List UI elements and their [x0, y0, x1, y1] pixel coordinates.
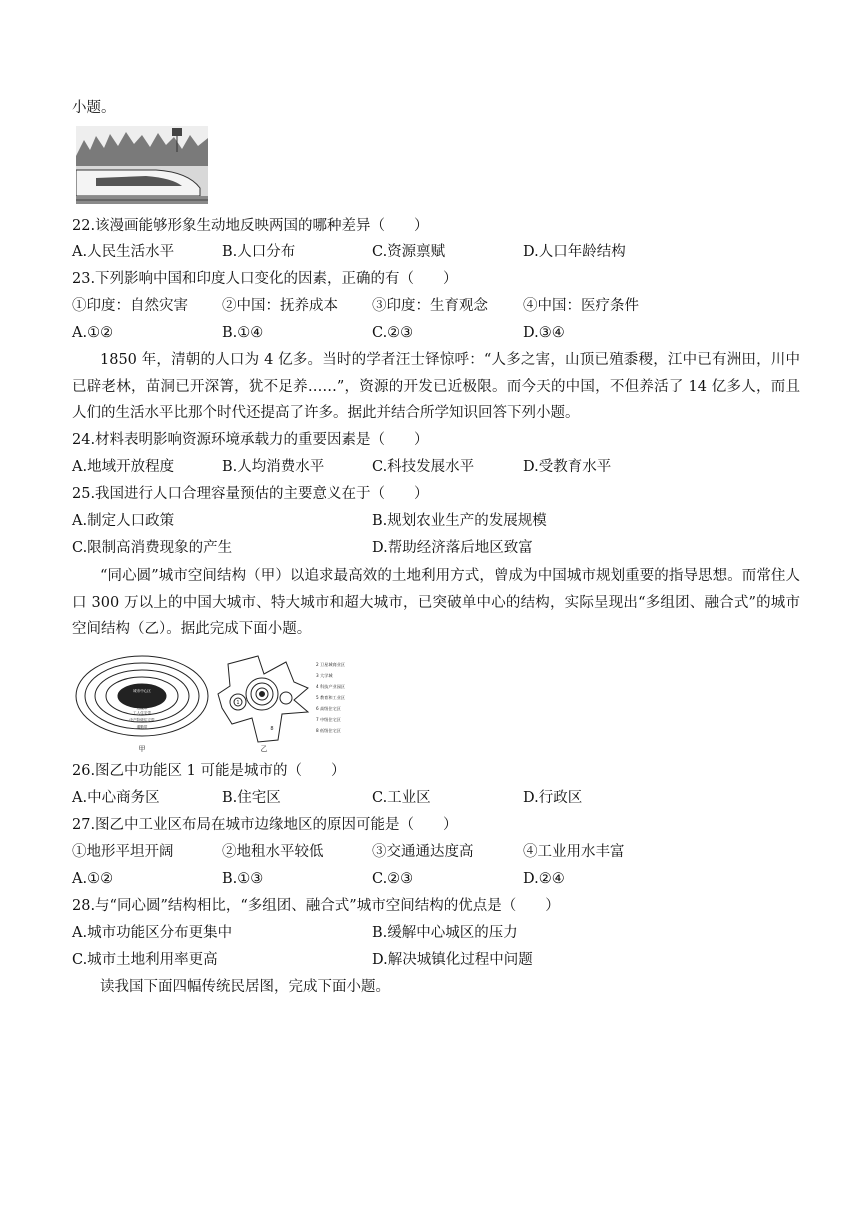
yi-legend	[316, 661, 345, 734]
multi-cluster-diagram	[218, 656, 308, 742]
q25-option-a[interactable]: A.制定人口政策	[72, 513, 175, 529]
jia-ring-label-2: 过渡带	[136, 706, 148, 710]
q25-stem: 25.我国进行人口合理容量预估的主要意义在于（ ）	[72, 486, 429, 502]
q22-option-c[interactable]: C.资源禀赋	[372, 244, 446, 260]
cartoon-image	[76, 126, 208, 204]
q23-option-d[interactable]: D.③④	[523, 325, 565, 341]
q25-option-c[interactable]: C.限制高消费现象的产生	[72, 540, 233, 556]
yi-legend-item: 6 高级住宅区	[316, 706, 341, 711]
q23-item-1: ①印度：自然灾害	[72, 298, 188, 314]
q27-option-a[interactable]: A.①②	[72, 871, 114, 887]
q22-option-a[interactable]: A.人民生活水平	[72, 244, 175, 260]
q27-option-b[interactable]: B.①③	[222, 871, 264, 887]
q24-option-a[interactable]: A.地域开放程度	[72, 459, 175, 475]
q22-option-b[interactable]: B.人口分布	[222, 244, 296, 260]
q23-option-a[interactable]: A.①②	[72, 325, 114, 341]
jia-caption: 甲	[138, 745, 146, 753]
q24-option-b[interactable]: B.人均消费水平	[222, 459, 325, 475]
q28-option-b[interactable]: B.缓解中心城区的压力	[372, 925, 518, 941]
passage-population: 1850 年，清朝的人口为 4 亿多。当时的学者汪士铎惊呼：“人多之害，山顶已殖黍稷，江中已有洲田，川中已辟老林，苗洞已开深箐，犹不足养……”，资源的开发已近极限。而今天的中国，不但养活了 14 亿多人，而且人们的生活水平比那个时代还提高了许多。据此并结合所学知识回答下列小题。	[72, 352, 800, 421]
yi-legend-item: 4 科技产业园区	[316, 684, 346, 689]
closing-instruction: 读我国下面四幅传统民居图，完成下面小题。	[100, 979, 390, 995]
q27-item-3: ③交通通达度高	[372, 844, 474, 860]
svg-text:1: 1	[236, 700, 240, 706]
q28-option-d[interactable]: D.解决城镇化过程中问题	[372, 952, 533, 968]
q23-stem: 23.下列影响中国和印度人口变化的因素，正确的有（ ）	[72, 271, 458, 287]
q28-option-c[interactable]: C.城市土地利用率更高	[72, 952, 218, 968]
q27-item-2: ②地租水平较低	[222, 844, 324, 860]
yi-legend-item: 3 大学城	[316, 673, 333, 678]
city-structure-figure	[72, 652, 372, 756]
yi-legend-item: 8 低级住宅区	[316, 728, 341, 733]
passage-city-structure: “同心圆”城市空间结构（甲）以追求最高效的土地利用方式，曾成为中国城市规划重要的指导思想。而常住人口 300 万以上的中国大城市、特大城市和超大城市，已突破单中心的结构，实际呈现出“多组团、融合式”的城市空间结构（乙）。据此完成下面小题。	[72, 568, 800, 637]
q24-stem: 24.材料表明影响资源环境承载力的重要因素是（ ）	[72, 432, 429, 448]
q23-item-2: ②中国：抚养成本	[222, 298, 338, 314]
q26-option-d[interactable]: D.行政区	[523, 790, 583, 806]
q24-option-c[interactable]: C.科技发展水平	[372, 459, 475, 475]
yi-caption: 乙	[260, 745, 268, 753]
q23-item-3: ③印度：生育观念	[372, 298, 488, 314]
q27-item-4: ④工业用水丰富	[523, 844, 625, 860]
q25-option-d[interactable]: D.帮助经济落后地区致富	[372, 540, 533, 556]
q27-item-1: ①地形平坦开阔	[72, 844, 174, 860]
svg-text:8: 8	[270, 726, 274, 732]
q23-option-b[interactable]: B.①④	[222, 325, 264, 341]
q26-option-c[interactable]: C.工业区	[372, 790, 431, 806]
q28-stem: 28.与“同心圆”结构相比，“多组团、融合式”城市空间结构的优点是（ ）	[72, 898, 560, 914]
jia-ring-label-5: 通勤带	[136, 725, 148, 729]
q26-option-a[interactable]: A.中心商务区	[72, 790, 160, 806]
yi-legend-item: 5 教育和工业区	[316, 695, 346, 700]
q26-stem: 26.图乙中功能区 1 可能是城市的（ ）	[72, 763, 346, 779]
q27-option-d[interactable]: D.②④	[523, 871, 565, 887]
yi-legend-item: 2 卫星城商业区	[316, 662, 346, 667]
q22-option-d[interactable]: D.人口年龄结构	[523, 244, 626, 260]
q23-item-4: ④中国：医疗条件	[523, 298, 639, 314]
q24-option-d[interactable]: D.受教育水平	[523, 459, 612, 475]
q26-option-b[interactable]: B.住宅区	[222, 790, 281, 806]
q27-option-c[interactable]: C.②③	[372, 871, 414, 887]
jia-ring-label-4: 中产阶级住宅带	[129, 718, 155, 722]
jia-ring-label-3: 工人住宅带	[133, 711, 151, 715]
q27-stem: 27.图乙中工业区布局在城市边缘地区的原因可能是（ ）	[72, 817, 458, 833]
q25-option-b[interactable]: B.规划农业生产的发展规模	[372, 513, 547, 529]
yi-legend-item: 7 中级住宅区	[316, 717, 341, 722]
concentric-zone-diagram	[76, 656, 208, 736]
q28-option-a[interactable]: A.城市功能区分布更集中	[72, 925, 233, 941]
q23-option-c[interactable]: C.②③	[372, 325, 414, 341]
jia-ring-label-1: 城市中心区	[133, 689, 151, 693]
intro-tail: 小题。	[72, 100, 116, 116]
q22-stem: 22.该漫画能够形象生动地反映两国的哪种差异（ ）	[72, 218, 429, 234]
